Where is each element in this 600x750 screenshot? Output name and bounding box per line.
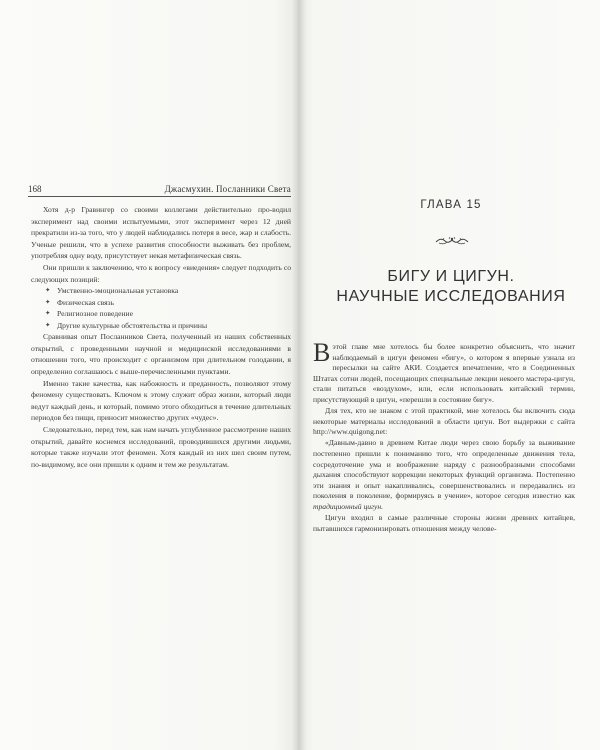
left-paragraph-3: Сравнивая опыт Посланников Света, полученный из наших собственных открытий, с проведенными научной и медицинской исследованиями в отношении того, что происходит с организмом при длительном голодании, я определенно соглашаюсь с выше-перечисленными пунктами. — [31, 332, 291, 376]
chapter-label: ГЛАВА 15 — [420, 199, 482, 211]
left-paragraph-1: Хотя д-р Гравингер со своими коллегами действительно про-водил эксперимент над своими испытуемыми, этот эксперимент через 12 дней прекратили из-за того, что у людей наблюдались потеря в весе, жар и слабость. Ученые решили, что в успехе развития способности выживать без проблем, употребляя одну воду, присутствует некая метафизическая связь. — [31, 205, 291, 260]
chapter-title-line-1: БИГУ И ЦИГУН. — [387, 268, 515, 285]
page-number: 168 — [28, 184, 42, 194]
right-paragraph-4: Цигун входил в самые различные стороны жизни древних китайцев, пытавшихся гармонизировать отношения между челове- — [313, 513, 575, 533]
ornament-icon — [435, 236, 469, 246]
bullet-list — [31, 285, 291, 331]
left-paragraph-5: Следовательно, перед тем, как нам начать углубленное рассмотрение наших открытий, давайте коснемся исследований, проводившихся другими людьми, которые также изучали этот феномен. Хотя каждый из них шел своим путем, по-видимому, все они пришли к одним и тем же результатам. — [31, 425, 291, 469]
emphasis-text: традиционный цигун. — [313, 501, 384, 511]
bullet-item: ✦ Другие культурные обстоятельства и причины — [45, 320, 291, 332]
bullet-item: ✦ Умственно-эмоциональная установка — [45, 285, 291, 297]
right-paragraph-3-text: «Давным-давно в древнем Китае люди через свою борьбу за выживание постепенно пришли к пониманию того, что определенные движения тела, сосредоточение ума и воображение наряду с разнообразными способами дыхания способствуют коррекции некоторых функций организма. Постепенно эти знания и опыт накапливались, совершенствовались и передавались из поколения в поколение, формируясь в учение», которое сегодня известно как — [313, 438, 575, 501]
right-page-body — [313, 338, 575, 534]
bullet-item: ✦ Религиозное поведение — [45, 308, 291, 320]
bullet-item: ✦ Физическая связь — [45, 297, 291, 309]
left-paragraph-4: Именно такие качества, как набожность и преданность, позволяют этому феномену существовать. Ключом к этому служит образ жизни, который люди ведут каждый день, и который, помимо этого обходиться в течение длительных периодов без пищи, приносит множество других «чудес». — [31, 378, 291, 422]
left-page-body — [31, 204, 291, 470]
right-paragraph-3 — [313, 438, 575, 512]
right-paragraph-1 — [313, 338, 575, 406]
left-paragraph-2: Они пришли к заключению, что к вопросу «виедения» следует подходить со следующих позиций: — [31, 263, 291, 284]
chapter-title-line-2: НАУЧНЫЕ ИССЛЕДОВАНИЯ — [336, 288, 566, 305]
running-head — [28, 184, 291, 197]
right-paragraph-1-text: этой главе мне хотелось бы более конкретно объяснить, что значит наблюдаемый в цигун феномен «бигу», о котором я впервые узнала из пересылки на сайте АКИ. Создается впечатление, что в Соединенных Штатах сотни людей, посещающих специальные лекции некоего мастера-цигун, стали питаться «воздухом», или, если использовать китайский термин, присутствующий в цигун, «перешли в состояние бигу». — [313, 342, 575, 404]
drop-cap: В — [313, 338, 331, 367]
book-gutter — [292, 0, 306, 750]
right-paragraph-2: Для тех, кто не знаком с этой практикой, мне хотелось бы включить сюда некоторые материалы исследований в области цигун. Вот выдержки с сайта http://www.quigong.net: — [313, 406, 575, 437]
chapter-title — [300, 267, 600, 307]
running-title: Джасмухин. Посланники Света — [164, 184, 291, 194]
